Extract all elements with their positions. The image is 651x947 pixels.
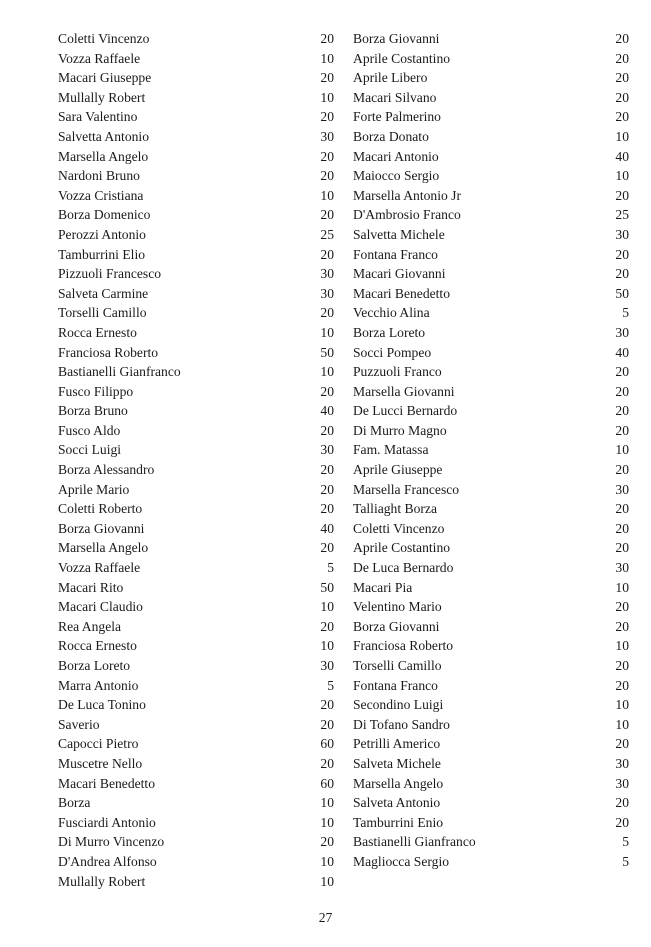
donor-row (353, 29, 629, 49)
donor-row (58, 597, 334, 617)
donor-name: D'Ambrosio Franco (353, 207, 461, 223)
donor-row (58, 362, 334, 382)
donor-row (58, 107, 334, 127)
donor-row (58, 499, 334, 519)
donor-name: Fontana Franco (353, 677, 438, 693)
donor-name: Capocci Pietro (58, 736, 139, 752)
donor-row (58, 343, 334, 363)
donation-amount: 20 (615, 814, 629, 830)
donation-amount: 20 (615, 540, 629, 556)
donation-amount: 10 (320, 89, 334, 105)
donor-row (58, 127, 334, 147)
donor-row (353, 499, 629, 519)
donor-row (353, 793, 629, 813)
donation-amount: 20 (320, 148, 334, 164)
donor-name: Macari Giovanni (353, 266, 446, 282)
donor-row (353, 460, 629, 480)
donor-row (58, 558, 334, 578)
donor-row (353, 382, 629, 402)
donor-name: Macari Pia (353, 579, 413, 595)
donor-name: Di Tofano Sandro (353, 716, 450, 732)
donor-name: Marsella Angelo (58, 540, 149, 556)
donor-name: Fontana Franco (353, 246, 438, 262)
donation-amount: 20 (615, 403, 629, 419)
donor-name: Borza Giovanni (58, 520, 145, 536)
donor-row (353, 401, 629, 421)
donor-name: Velentino Mario (353, 599, 442, 615)
donor-name: Bastianelli Gianfranco (58, 364, 181, 380)
donation-amount: 20 (320, 422, 334, 438)
donor-name: Borza Alessandro (58, 462, 155, 478)
donor-row (58, 186, 334, 206)
donor-row (58, 323, 334, 343)
donor-name: Tamburrini Enio (353, 814, 444, 830)
donor-row (58, 284, 334, 304)
donor-name: Petrilli Americo (353, 736, 441, 752)
donor-name: Puzzuoli Franco (353, 364, 442, 380)
donation-amount: 20 (615, 658, 629, 673)
donor-row (353, 440, 629, 460)
donation-amount: 20 (615, 383, 629, 399)
donor-name: D'Andrea Alfonso (58, 853, 157, 869)
donation-amount: 10 (320, 873, 334, 889)
donor-row (353, 558, 629, 578)
donor-name: Rocca Ernesto (58, 638, 137, 654)
donation-amount: 50 (615, 285, 629, 301)
donor-name: Marra Antonio (58, 677, 139, 693)
donor-name: Socci Pompeo (353, 344, 432, 360)
donor-row (58, 401, 334, 421)
donor-row (353, 480, 629, 500)
donation-amount: 10 (615, 716, 629, 732)
donation-amount: 20 (615, 501, 629, 517)
donation-amount: 10 (320, 814, 334, 830)
donor-row (58, 793, 334, 813)
donor-row (58, 578, 334, 598)
donor-name: Borza Loreto (58, 658, 131, 673)
donation-amount: 10 (320, 50, 334, 66)
donor-name: Marsella Giovanni (353, 383, 455, 399)
donor-row (58, 245, 334, 265)
donation-amount: 30 (615, 775, 629, 791)
donor-row (353, 597, 629, 617)
donation-amount: 10 (615, 697, 629, 713)
donation-amount: 10 (615, 442, 629, 458)
donor-name: Macari Benedetto (58, 775, 156, 791)
donor-name: Macari Antonio (353, 148, 439, 164)
donor-name: Di Murro Magno (353, 422, 447, 438)
donor-row (353, 715, 629, 735)
donor-row (353, 695, 629, 715)
donor-name: Marsella Angelo (353, 775, 444, 791)
donor-row (353, 754, 629, 774)
donation-amount: 20 (320, 697, 334, 713)
donor-row (353, 186, 629, 206)
donor-row (58, 440, 334, 460)
donor-name: Vozza Cristiana (58, 187, 144, 203)
donor-row (353, 264, 629, 284)
donor-name: Borza Bruno (58, 403, 128, 419)
donation-amount: 10 (320, 187, 334, 203)
donor-name: Aprile Costantino (353, 540, 451, 556)
donor-name: Bastianelli Gianfranco (353, 834, 476, 850)
donor-row (58, 872, 334, 892)
donor-row (58, 49, 334, 69)
donor-name: Sara Valentino (58, 109, 138, 125)
donor-row (353, 538, 629, 558)
donor-row (353, 225, 629, 245)
donation-amount: 10 (320, 599, 334, 615)
donor-name: Mullally Robert (58, 873, 146, 889)
donor-row (353, 107, 629, 127)
donor-row (58, 303, 334, 323)
donor-name: Maiocco Sergio (353, 168, 440, 184)
donor-row (58, 480, 334, 500)
donor-row (353, 832, 629, 852)
donor-row (353, 49, 629, 69)
donation-amount: 60 (320, 775, 334, 791)
donor-row (58, 676, 334, 696)
donor-name: Coletti Roberto (58, 501, 143, 517)
donor-name: Borza (58, 795, 91, 811)
donor-name: Rocca Ernesto (58, 324, 137, 340)
donor-row (353, 284, 629, 304)
donation-amount: 10 (320, 795, 334, 811)
donor-row (58, 754, 334, 774)
donation-amount: 10 (615, 638, 629, 654)
donation-amount: 50 (320, 579, 334, 595)
donation-amount: 20 (615, 520, 629, 536)
donor-row (58, 29, 334, 49)
donor-row (58, 734, 334, 754)
donation-amount: 20 (320, 383, 334, 399)
donor-row (353, 617, 629, 637)
donor-row (353, 734, 629, 754)
donation-amount: 20 (320, 834, 334, 850)
donor-row (353, 852, 629, 872)
donor-name: Marsella Antonio Jr (353, 187, 461, 203)
donor-name: Fusco Filippo (58, 383, 134, 399)
donor-name: Mullally Robert (58, 89, 146, 105)
donor-name: Salveta Carmine (58, 285, 149, 301)
donor-name: Marsella Francesco (353, 481, 460, 497)
donation-amount: 20 (615, 422, 629, 438)
donor-row (353, 421, 629, 441)
donor-name: De Luca Bernardo (353, 560, 454, 576)
donation-amount: 30 (615, 324, 629, 340)
donor-name: Macari Silvano (353, 89, 437, 105)
donation-amount: 20 (320, 540, 334, 556)
donation-amount: 20 (320, 70, 334, 86)
donation-amount: 30 (320, 442, 334, 458)
donation-amount: 20 (615, 599, 629, 615)
donor-name: Talliaght Borza (353, 501, 437, 517)
donor-name: Vozza Raffaele (58, 50, 141, 66)
donor-row (58, 636, 334, 656)
donation-amount: 10 (615, 128, 629, 144)
donor-row (58, 715, 334, 735)
donor-row (58, 421, 334, 441)
donor-name: Saverio (58, 716, 100, 732)
donor-row (58, 225, 334, 245)
donor-name: Aprile Mario (58, 481, 130, 497)
donation-amount: 20 (615, 31, 629, 46)
donation-amount: 20 (615, 109, 629, 125)
donor-name: Macari Benedetto (353, 285, 451, 301)
donor-row (353, 303, 629, 323)
donor-row (58, 852, 334, 872)
donor-name: Vozza Raffaele (58, 560, 141, 576)
donor-row (353, 656, 629, 676)
donation-amount: 20 (615, 618, 629, 634)
donation-amount: 25 (615, 207, 629, 223)
donor-row (353, 362, 629, 382)
donor-name: Borza Loreto (353, 324, 426, 340)
donation-amount: 20 (615, 89, 629, 105)
donor-name: Salvetta Michele (353, 226, 445, 242)
donation-amount: 30 (615, 481, 629, 497)
donor-row (353, 323, 629, 343)
donor-name: Borza Donato (353, 128, 429, 144)
donor-name: Vecchio Alina (353, 305, 430, 321)
donor-name: Rea Angela (58, 618, 122, 634)
donor-list-left (58, 29, 334, 891)
donor-name: Marsella Angelo (58, 148, 149, 164)
donation-amount: 20 (615, 736, 629, 752)
donor-row (353, 127, 629, 147)
donor-row (58, 774, 334, 794)
donor-row (353, 68, 629, 88)
donation-amount: 20 (320, 109, 334, 125)
donation-amount: 20 (615, 70, 629, 86)
donation-amount: 50 (320, 344, 334, 360)
donation-amount: 5 (622, 834, 629, 850)
donor-row (58, 656, 334, 676)
donor-row (353, 676, 629, 696)
donation-amount: 10 (615, 168, 629, 184)
donor-name: Fam. Matassa (353, 442, 429, 458)
donor-row (58, 166, 334, 186)
donation-amount: 20 (615, 677, 629, 693)
donation-amount: 20 (320, 755, 334, 771)
donor-name: Aprile Libero (353, 70, 428, 86)
donor-name: Nardoni Bruno (58, 168, 140, 184)
donation-amount: 20 (320, 246, 334, 262)
donation-amount: 40 (320, 403, 334, 419)
donation-amount: 40 (615, 148, 629, 164)
donation-amount: 10 (320, 324, 334, 340)
donor-row (58, 205, 334, 225)
donor-list-right (353, 29, 629, 872)
donor-row (353, 774, 629, 794)
donation-amount: 30 (615, 226, 629, 242)
donation-amount: 20 (320, 207, 334, 223)
donor-row (353, 343, 629, 363)
donor-name: Perozzi Antonio (58, 226, 146, 242)
donor-name: Forte Palmerino (353, 109, 441, 125)
donation-amount: 10 (320, 638, 334, 654)
donation-amount: 20 (320, 501, 334, 517)
donor-name: De Luca Tonino (58, 697, 146, 713)
donation-amount: 20 (320, 716, 334, 732)
donor-row (58, 832, 334, 852)
donor-row (58, 813, 334, 833)
donation-amount: 20 (615, 462, 629, 478)
donor-row (58, 68, 334, 88)
donor-name: Fusciardi Antonio (58, 814, 156, 830)
donor-name: Salveta Antonio (353, 795, 441, 811)
donation-amount: 20 (615, 246, 629, 262)
donor-name: Franciosa Roberto (353, 638, 454, 654)
donation-amount: 5 (622, 853, 629, 869)
donation-amount: 20 (615, 187, 629, 203)
donor-name: Aprile Costantino (353, 50, 451, 66)
donor-name: Fusco Aldo (58, 422, 121, 438)
donation-amount: 40 (320, 520, 334, 536)
donor-name: Torselli Camillo (353, 658, 442, 673)
donor-name: Di Murro Vincenzo (58, 834, 165, 850)
donor-row (58, 382, 334, 402)
donation-amount: 20 (320, 305, 334, 321)
donor-name: Socci Luigi (58, 442, 122, 458)
donor-name: Pizzuoli Francesco (58, 266, 162, 282)
donor-name: Macari Rito (58, 579, 124, 595)
donation-amount: 10 (320, 853, 334, 869)
donor-name: Magliocca Sergio (353, 853, 450, 869)
donation-amount: 30 (615, 560, 629, 576)
donation-amount: 25 (320, 226, 334, 242)
donor-name: Torselli Camillo (58, 305, 147, 321)
donor-row (58, 264, 334, 284)
donor-row (353, 519, 629, 539)
donor-name: Muscetre Nello (58, 755, 143, 771)
donation-amount: 20 (320, 31, 334, 46)
donor-row (353, 88, 629, 108)
donor-row (58, 147, 334, 167)
donation-amount: 60 (320, 736, 334, 752)
donor-name: Borza Giovanni (353, 618, 440, 634)
donation-amount: 30 (320, 285, 334, 301)
donor-name: Aprile Giuseppe (353, 462, 443, 478)
donation-amount: 20 (615, 266, 629, 282)
donor-name: Salvetta Antonio (58, 128, 149, 144)
donor-name: Secondino Luigi (353, 697, 444, 713)
donor-row (58, 695, 334, 715)
donation-amount: 10 (320, 364, 334, 380)
donation-amount: 5 (622, 305, 629, 321)
donor-name: Coletti Vincenzo (58, 31, 150, 46)
donation-amount: 20 (320, 168, 334, 184)
donation-amount: 10 (615, 579, 629, 595)
donation-amount: 30 (320, 658, 334, 673)
donor-row (353, 147, 629, 167)
donation-amount: 5 (327, 677, 334, 693)
donation-amount: 20 (615, 364, 629, 380)
donation-amount: 20 (615, 795, 629, 811)
donation-amount: 30 (320, 266, 334, 282)
donation-amount: 20 (320, 462, 334, 478)
donor-name: Macari Giuseppe (58, 70, 152, 86)
donor-row (353, 245, 629, 265)
donor-row (353, 578, 629, 598)
donor-name: Coletti Vincenzo (353, 520, 445, 536)
donor-row (353, 636, 629, 656)
donor-row (353, 166, 629, 186)
donor-row (58, 460, 334, 480)
donor-row (353, 205, 629, 225)
donor-name: Macari Claudio (58, 599, 143, 615)
donor-name: De Lucci Bernardo (353, 403, 458, 419)
donation-amount: 30 (320, 128, 334, 144)
donor-row (58, 519, 334, 539)
donor-row (58, 538, 334, 558)
donation-amount: 20 (320, 481, 334, 497)
donor-row (58, 88, 334, 108)
donation-amount: 40 (615, 344, 629, 360)
donor-name: Tamburrini Elio (58, 246, 146, 262)
donor-name: Borza Giovanni (353, 31, 440, 46)
page-number: 27 (318, 910, 333, 925)
donor-name: Salveta Michele (353, 755, 441, 771)
donation-amount: 20 (615, 50, 629, 66)
donor-row (353, 813, 629, 833)
donation-amount: 30 (615, 755, 629, 771)
donor-name: Borza Domenico (58, 207, 151, 223)
donor-name: Franciosa Roberto (58, 344, 159, 360)
donation-amount: 5 (327, 560, 334, 576)
donation-amount: 20 (320, 618, 334, 634)
donor-row (58, 617, 334, 637)
